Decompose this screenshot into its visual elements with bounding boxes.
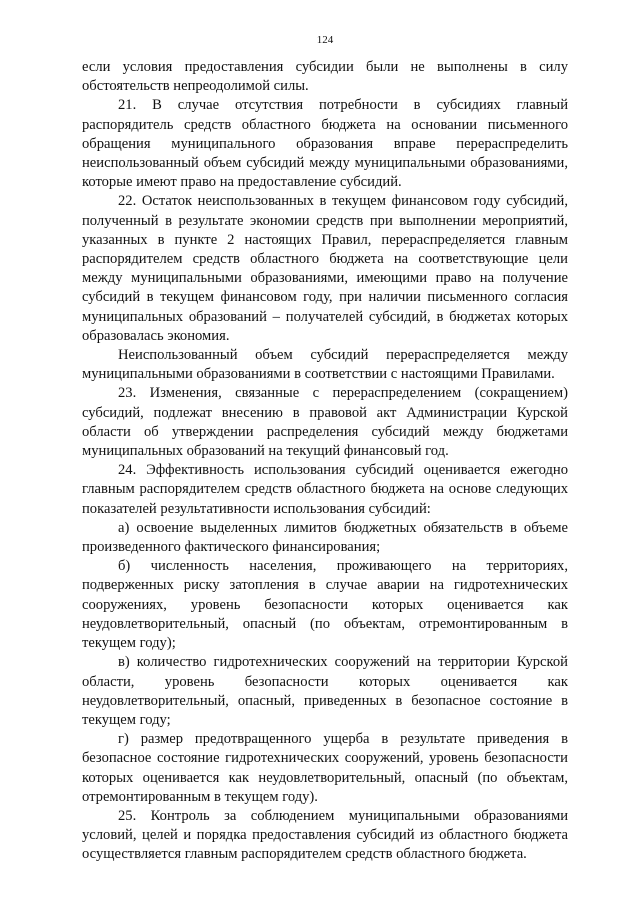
paragraph-24-a: а) освоение выделенных лимитов бюджетных обязательств в объеме произведенного фактического финансирования; xyxy=(82,519,568,556)
paragraph-21: 21. В случае отсутствия потребности в субсидиях главный распорядитель средств областного бюджета на основании письменного обращения муниципального образования вправе перераспределить неиспользованный объем субсидий между муниципальными образованиями, которые имеют право на предоставление субсидий. xyxy=(82,97,568,191)
paragraph-23: 23. Изменения, связанные с перераспределением (сокращением) субсидий, подлежат внесению в правовой акт Администрации Курской области об утверждении распределения субсидий между бюджетами муниципальных образований на текущий финансовый год. xyxy=(82,385,568,460)
page-number: 124 xyxy=(316,34,334,46)
paragraph-24-g: г) размер предотвращенного ущерба в результате приведения в безопасное состояние гидротехнических сооружений, уровень безопасности которых оценивается как неудовлетворительный, опасный (по объектам, отремонтированным в текущем году). xyxy=(82,731,568,805)
paragraph-22: 22. Остаток неиспользованных в текущем финансовом году субсидий, полученный в результате экономии средств при выполнении мероприятий, указанных в пункте 2 настоящих Правил, перераспределяется главным распорядителем средств областного бюджета на соответствующие цели между муниципальными образованиями, имеющими право на получение субсидий в текущем финансовом году, при наличии письменного согласия муниципальных образований – получателей субсидий, в бюджетах которых образовалась экономия. xyxy=(82,193,568,344)
paragraph-24-v: в) количество гидротехнических сооружений на территории Курской области, уровень безопасности которых оценивается как неудовлетворительный, опасный, приведенных в безопасное состояние в текущем году; xyxy=(82,654,568,728)
paragraph-24: 24. Эффективность использования субсидий оценивается ежегодно главным распорядителем средств областного бюджета на основе следующих показателей результативности использования субсидий: xyxy=(82,462,568,517)
paragraph-24-b: б) численность населения, проживающего на территориях, подверженных риску затопления в случае аварии на гидротехнических сооружениях, уровень безопасности которых оценивается как неудовлетворительный, опасный (по объектам, отремонтированным в текущем году); xyxy=(82,558,568,652)
document-page xyxy=(82,0,568,905)
paragraph-continuation: если условия предоставления субсидии были не выполнены в силу обстоятельств непреодолимой силы. xyxy=(82,59,568,95)
paragraph-22-note: Неиспользованный объем субсидий перераспределяется между муниципальными образованиями в соответствии с настоящими Правилами. xyxy=(82,347,568,383)
paragraph-25: 25. Контроль за соблюдением муниципальными образованиями условий, целей и порядка предоставления субсидий из областного бюджета осуществляется главным распорядителем средств областного бюджета. xyxy=(82,807,568,863)
document-body xyxy=(82,58,568,865)
